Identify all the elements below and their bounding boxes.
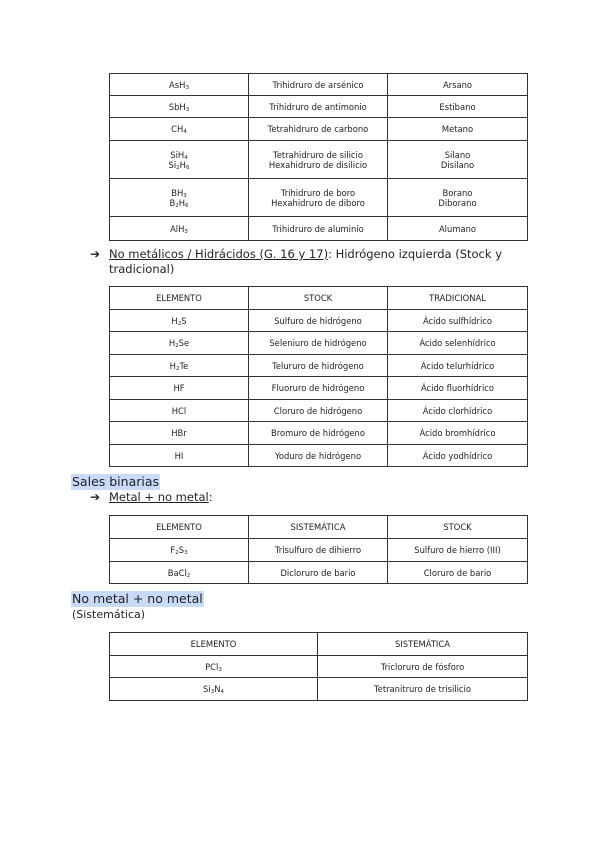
formula-cell: $F_2S_3$: [110, 539, 249, 562]
header-elemento: ELEMENTO: [110, 516, 249, 539]
header-stock: STOCK: [249, 287, 388, 310]
table-row: [110, 355, 528, 377]
traditional-cell: Ácido yodhídrico: [388, 445, 528, 467]
formula-cell: $CH_4$: [110, 118, 249, 141]
stock-cell: Sulfuro de hidrógeno: [249, 310, 388, 332]
traditional-cell: Borano Diborano: [388, 179, 528, 217]
table-row: [110, 179, 528, 217]
traditional-cell: Ácido telurhídrico: [388, 355, 528, 377]
formula-cell: $BH_3$ $B_2H_6$: [110, 179, 249, 217]
systematic-cell: Dicloruro de bario: [249, 562, 388, 584]
stock-cell: Fluoruro de hidrógeno: [249, 377, 388, 400]
header-sistematica: SISTEMÁTICA: [318, 633, 528, 656]
table-row: [110, 217, 528, 241]
table-row: [110, 118, 528, 141]
traditional-cell: Ácido fluorhídrico: [388, 377, 528, 400]
header-sistematica: SISTEMÁTICA: [249, 516, 388, 539]
formula-cell: HBr: [110, 422, 249, 445]
traditional-cell: Metano: [388, 118, 528, 141]
systematic-cell: Trihidruro de boro Hexahidruro de diboro: [249, 179, 388, 217]
formula-cell: HI: [110, 445, 249, 467]
table-row: [110, 400, 528, 422]
table-header-row: [110, 287, 528, 310]
stock-cell: Yoduro de hidrógeno: [249, 445, 388, 467]
formula-cell: $H_2Se$: [110, 332, 249, 355]
hidracidos-table: [109, 286, 528, 467]
table-row: [110, 377, 528, 400]
table-header-row: [110, 633, 528, 656]
traditional-cell: Ácido sulfhídrico: [388, 310, 528, 332]
table-row: [110, 678, 528, 701]
systematic-cell: Tetranitruro de trisilicio: [318, 678, 528, 701]
systematic-cell: Trisulfuro de dihierro: [249, 539, 388, 562]
no-metal-table: [109, 632, 528, 701]
table-row: [110, 656, 528, 678]
table-header-row: [110, 516, 528, 539]
metal-no-metal-bullet: Metal + no metal:: [109, 490, 213, 504]
systematic-cell: Trihidruro de arsénico: [249, 74, 388, 96]
formula-cell: SiH$_4$ $Si_2H_6$: [110, 141, 249, 179]
table-row: [110, 562, 528, 584]
stock-cell: Cloruro de hidrógeno: [249, 400, 388, 422]
table-row: [110, 422, 528, 445]
formula-cell: $H_2Te$: [110, 355, 249, 377]
stock-cell: Cloruro de bario: [388, 562, 528, 584]
hydrides-table: [109, 73, 528, 241]
stock-cell: Sulfuro de hierro (III): [388, 539, 528, 562]
sales-binarias-table: [109, 515, 528, 584]
stock-cell: Seleniuro de hidrógeno: [249, 332, 388, 355]
formula-cell: SbH$_3$: [110, 96, 249, 118]
formula-cell: HF: [110, 377, 249, 400]
table-row: [110, 539, 528, 562]
systematic-cell: Tetrahidruro de carbono: [249, 118, 388, 141]
hidracidos-bullet: No metálicos / Hidrácidos (G. 16 y 17): Hidrógeno izquierda (Stock y tradicional): [109, 247, 502, 276]
arrow-icon: ➔: [90, 490, 101, 504]
no-metal-heading: No metal + no metal: [72, 591, 203, 606]
formula-cell: BaCl$_2$: [110, 562, 249, 584]
systematic-cell: Tetrahidruro de silicio Hexahidruro de disilicio: [249, 141, 388, 179]
systematic-cell: Trihidruro de antimonio: [249, 96, 388, 118]
table-row: [110, 74, 528, 96]
sales-binarias-heading: Sales binarias: [72, 474, 160, 489]
table-row: [110, 96, 528, 118]
systematic-cell: Tricloruro de fósforo: [318, 656, 528, 678]
header-tradicional: TRADICIONAL: [388, 287, 528, 310]
header-stock: STOCK: [388, 516, 528, 539]
stock-cell: Telururo de hidrógeno: [249, 355, 388, 377]
sistematica-subtitle: (Sistemática): [72, 608, 146, 621]
traditional-cell: Estibano: [388, 96, 528, 118]
table-row: [110, 445, 528, 467]
formula-cell: AlH$_3$: [110, 217, 249, 241]
formula-cell: HCl: [110, 400, 249, 422]
formula-cell: AsH$_3$: [110, 74, 249, 96]
header-elemento: ELEMENTO: [110, 287, 249, 310]
arrow-icon: ➔: [90, 247, 101, 261]
formula-cell: $Si_3N_4$: [110, 678, 318, 701]
hidracidos-link-text: No metálicos / Hidrácidos (G. 16 y 17): [109, 247, 329, 261]
formula-cell: $H_2S$: [110, 310, 249, 332]
traditional-cell: Ácido clorhídrico: [388, 400, 528, 422]
table-row: [110, 310, 528, 332]
traditional-cell: Ácido selenhídrico: [388, 332, 528, 355]
systematic-cell: Trihidruro de aluminio: [249, 217, 388, 241]
table-row: [110, 332, 528, 355]
traditional-cell: Arsano: [388, 74, 528, 96]
stock-cell: Bromuro de hidrógeno: [249, 422, 388, 445]
formula-cell: PCl$_3$: [110, 656, 318, 678]
traditional-cell: Alumano: [388, 217, 528, 241]
traditional-cell: Silano Disilano: [388, 141, 528, 179]
traditional-cell: Ácido bromhídrico: [388, 422, 528, 445]
header-elemento: ELEMENTO: [110, 633, 318, 656]
table-row: [110, 141, 528, 179]
